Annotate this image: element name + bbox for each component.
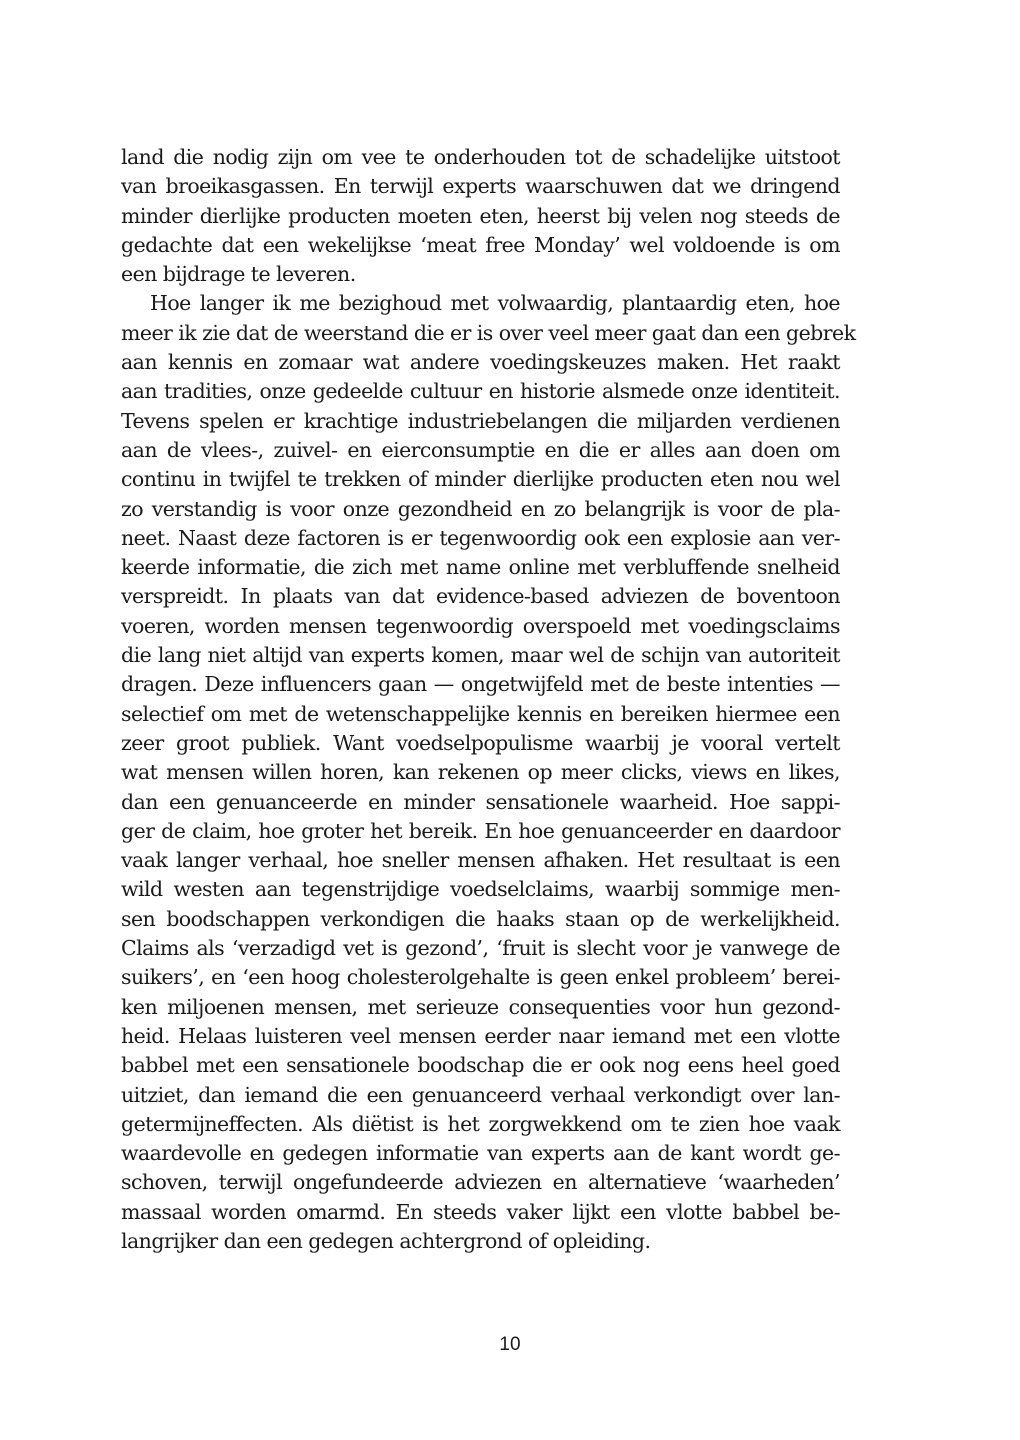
text-line: dragen. Deze influencers gaan — ongetwijfeld met de beste intenties — [121, 672, 840, 697]
paragraph-1 [121, 143, 840, 289]
text-line: die lang niet altijd van experts komen, maar wel de schijn van autoriteit [121, 643, 840, 668]
text-line: keerde informatie, die zich met name online met verbluffende snelheid [121, 555, 840, 580]
text-line: Claims als ‘verzadigd vet is gezond’, ‘fruit is slecht voor je vanwege de [121, 936, 840, 961]
text-line: uitziet, dan iemand die een genuanceerd verhaal verkondigt over lan- [121, 1082, 840, 1107]
text-line: land die nodig zijn om vee te onderhouden tot de schadelijke uitstoot [121, 145, 840, 169]
text-line: suikers’, en ‘een hoog cholesterolgehalte is geen enkel probleem’ berei- [121, 965, 840, 990]
text-line: zeer groot publiek. Want voedselpopulisme waarbij je vooral vertelt [121, 730, 840, 755]
text-line: een bijdrage te leveren. [121, 262, 356, 287]
page-body-text [121, 143, 856, 1256]
text-line: wat mensen willen horen, kan rekenen op meer clicks, views en likes, [121, 760, 840, 785]
text-line: aan kennis en zomaar wat andere voedingskeuzes maken. Het raakt [121, 350, 840, 375]
text-line: neet. Naast deze factoren is er tegenwoordig ook een explosie aan ver- [121, 525, 840, 550]
page-number: 10 [499, 1334, 521, 1355]
text-line: continu in twijfel te trekken of minder dierlijke producten eten nou wel [121, 467, 840, 492]
text-line: langrijker dan een gedegen achtergrond of opleiding. [121, 1228, 651, 1253]
text-line: aan tradities, onze gedeelde cultuur en historie alsmede onze identiteit. [121, 379, 840, 404]
text-line: selectief om met de wetenschappelijke kennis en bereiken hiermee een [121, 701, 840, 726]
text-line: getermijneffecten. Als diëtist is het zorgwekkend om te zien hoe vaak [121, 1111, 840, 1136]
text-line: Hoe langer ik me bezighoud met volwaardig, plantaardig eten, hoe [150, 291, 840, 316]
text-line: gedachte dat een wekelijkse ‘meat free Monday’ wel voldoende is om [121, 232, 840, 257]
text-line: minder dierlijke producten moeten eten, heerst bij velen nog steeds de [121, 203, 840, 228]
text-line: aan de vlees-, zuivel- en eierconsumptie en die er alles aan doen om [121, 437, 840, 462]
text-line: meer ik zie dat de weerstand die er is over veel meer gaat dan een gebrek [121, 320, 856, 345]
text-line: ger de claim, hoe groter het bereik. En hoe genuanceerder en daardoor [121, 818, 840, 843]
text-line: zo verstandig is voor onze gezondheid en zo belangrijk is voor de pla- [121, 496, 840, 521]
text-line: verspreidt. In plaats van dat evidence-based adviezen de boventoon [121, 584, 840, 609]
text-line: ken miljoenen mensen, met serieuze consequenties voor hun gezond- [121, 994, 840, 1019]
text-line: schoven, terwijl ongefundeerde adviezen en alternatieve ‘waarheden’ [121, 1170, 840, 1195]
text-line: dan een genuanceerde en minder sensationele waarheid. Hoe sappi- [121, 789, 840, 814]
text-line: vaak langer verhaal, hoe sneller mensen afhaken. Het resultaat is een [121, 848, 840, 873]
text-line: massaal worden omarmd. En steeds vaker lijkt een vlotte babbel be- [121, 1199, 840, 1224]
text-line: voeren, worden mensen tegenwoordig overspoeld met voedingsclaims [121, 613, 840, 638]
text-line: heid. Helaas luisteren veel mensen eerder naar iemand met een vlotte [121, 1023, 840, 1048]
text-line: wild westen aan tegenstrijdige voedselclaims, waarbij sommige men- [121, 877, 840, 902]
text-line: waardevolle en gedegen informatie van experts aan de kant wordt ge- [121, 1141, 840, 1166]
paragraph-2 [121, 289, 856, 1256]
text-line: van broeikasgassen. En terwijl experts waarschuwen dat we dringend [121, 174, 840, 199]
text-line: sen boodschappen verkondigen die haaks staan op de werkelijkheid. [121, 906, 840, 931]
text-line: babbel met een sensationele boodschap die er ook nog eens heel goed [121, 1053, 840, 1078]
text-line: Tevens spelen er krachtige industriebelangen die miljarden verdienen [121, 408, 840, 433]
